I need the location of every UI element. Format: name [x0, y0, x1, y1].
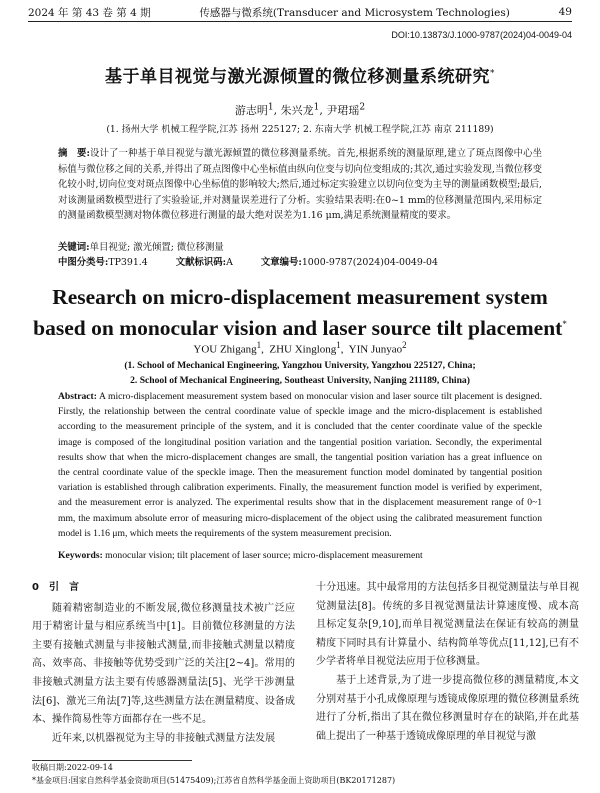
body-column-left [32, 579, 295, 748]
cn-title [30, 62, 570, 87]
en-author-sup: 1 [256, 340, 262, 350]
en-title [30, 284, 570, 342]
cn-author-sup: 1 [267, 102, 274, 113]
en-abstract [58, 389, 542, 541]
en-author-sup: 1 [336, 340, 341, 350]
cn-author: 游志明 [234, 104, 268, 117]
cn-author: 朱兴龙 [280, 104, 314, 117]
cn-abstract [58, 146, 542, 224]
body-paragraph: 近年来,以机器视觉为主导的非接触式测量方法发展 [52, 732, 276, 744]
classification-line [58, 254, 542, 268]
body-paragraph: 十分迅速。其中最常用的方法包括多目视觉测量法与单目视觉测量法[8]。传统的多目视觉测量法计算速度慢、成本高且标定复杂[9,10],而单目视觉测量法在保证有较高的测量精度下同时具有计算量小、结构简单等优点[11,12],已有不少学者将单目视觉法应用于位移测量。 [316, 582, 579, 668]
header-rule [28, 21, 572, 22]
body-paragraph: 基于上述背景,为了进一步提高微位移的测量精度,本文分别对基于小孔成像原理与透镜成像原理的微位移测量系统进行了分析,指出了其在微位移测量时存在的缺陷,并在此基础上提出了一种基于透镜成像原理的单目视觉与激 [316, 674, 579, 742]
clc-value: TP391.4 [108, 257, 148, 268]
fund-note: *基金项目:国家自然科学基金资助项目(51475409);江苏省自然科学基金面上资助项目(BK20171287) [32, 776, 396, 785]
en-title-mark: * [562, 319, 567, 329]
en-title-text: Research on micro-displacement measurement system based on monocular vision and laser source tilt placement [33, 285, 563, 341]
cn-title-text: 基于单目视觉与激光源倾置的微位移测量系统研究 [105, 67, 490, 87]
en-keywords-text: monocular vision; tilt placement of laser source; micro-displacement measurement [105, 550, 423, 561]
cn-abstract-label: 摘 要: [58, 148, 90, 159]
en-author: ZHU Xinglong [269, 343, 337, 356]
cn-author-sup: 2 [359, 102, 366, 113]
article-label: 文章编号: [260, 257, 302, 268]
running-header [28, 4, 572, 20]
en-author: YIN Junyao [348, 343, 403, 356]
en-affiliation-2: 2. School of Mechanical Engineering, Southeast University, Nanjing 211189, China) [130, 375, 470, 386]
page-number: 49 [558, 6, 572, 18]
article-number [261, 254, 438, 268]
en-authors: YOU Zhigang$^1$, ZHU Xinglong$^1$, YIN Junyao$^2$ [193, 340, 407, 356]
doc-code [176, 254, 233, 268]
body-paragraph: 随着精密制造业的不断发展,微位移测量技术被广泛应用于精密计量与相应系统当中[1]。目前微位移测量的方法主要有接触式测量与非接触式测量,而非接触式测量以精度高、效率高、非接触等优势受到广泛的关注[2~4]。常用的非接触式测量方法主要有传感器测量法[5]、光学干涉测量法[6]、激光三角法[7]等,这些测量方法在测量精度、设备成本、操作简易性等方面都存在一些不足。 [32, 602, 295, 726]
cn-keywords-text: 单目视觉; 激光倾置; 微位移测量 [89, 242, 224, 253]
section-heading: 0 引 言 [32, 582, 79, 593]
journal-name: 传感器与微系统(Transducer and Microsystem Technologies) [199, 6, 510, 19]
cn-affiliation: (1. 扬州大学 机械工程学院,江苏 扬州 225127; 2. 东南大学 机械工程学院,江苏 南京 211189) [106, 124, 494, 135]
doc-label: 文献标识码: [175, 257, 227, 268]
en-abstract-label: Abstract: [58, 391, 97, 402]
body-column-right [316, 579, 579, 746]
en-affiliation [40, 358, 560, 388]
cn-keywords-label: 关键词: [58, 242, 90, 253]
cn-keywords [58, 239, 542, 253]
en-keywords-label: Keywords: [58, 550, 103, 561]
en-keywords [58, 550, 542, 561]
en-abstract-text: A micro-displacement measurement system based on monocular vision and laser source tilt placement is designed. Firstly, the relationship between the central coordinate value of speckle image and the micro-displacement is established according to the measurement principle of the system, and it is concluded that the center coordinate value of the speckle image is composed of the longitudinal position variation and the tangential position variation. Secondly, the experimental results show that when the micro-displacement changes are small, the tangential position variation has a great influence on the central coordinate value of the speckle image. Then the measurement function model dominated by tangential position variation is established through calibration experiments. Finally, the measurement function model is verified by experiment, and the measurement error is analyzed. The experimental results show that in the displacement measurement range of 0~1 mm, the maximum absolute error of measuring micro-displacement of the object using the calibrated measurement function model is 1.16 μm, which meets the requirements of the system measurement precision. [58, 391, 542, 539]
cn-abstract-text: 设计了一种基于单目视觉与激光源倾置的微位移测量系统。首先,根据系统的测量原理,建立了斑点图像中心坐标值与微位移之间的关系,并得出了斑点图像中心坐标值由纵向位变与切向位变组成的;其次,通过实验发现,当微位移变化较小时,切向位变对斑点图像中心坐标值的影响较大;然后,通过标定实验建立以切向位变为主导的测量函数模型;最后,对该测量函数模型进行了实验验证,并对测量误差进行了分析。实验结果表明:在0~1 mm的位移测量范围内,采用标定的测量函数模型测对物体微位移进行测量的最大绝对误差为1.16 μm,满足系统测量精度的要求。 [58, 148, 543, 221]
en-author: YOU Zhigang [193, 343, 257, 356]
cn-authors: 游志明$^1$, 朱兴龙$^1$, 尹珺瑶$^2$ [234, 102, 366, 117]
received-date: 收稿日期:2022-09-14 [32, 763, 113, 772]
journal-issue: 2024 年 第 43 卷 第 4 期 [28, 6, 151, 19]
cn-author-sup: 1 [313, 102, 320, 113]
doi[interactable]: DOI:10.13873/J.1000-9787(2024)04-0049-04 [391, 30, 572, 40]
cn-title-mark: * [490, 68, 495, 79]
article-value: 1000-9787(2024)04-0049-04 [301, 257, 438, 268]
clc-label: 中图分类号: [58, 257, 109, 268]
clc-code [58, 254, 148, 268]
footnote-rule [32, 760, 192, 761]
en-affiliation-1: (1. School of Mechanical Engineering, Yangzhou University, Yangzhou 225127, China; [124, 360, 476, 371]
en-author-sup: 2 [402, 340, 407, 350]
doc-value: A [226, 257, 233, 268]
cn-author: 尹珺瑶 [326, 104, 360, 117]
